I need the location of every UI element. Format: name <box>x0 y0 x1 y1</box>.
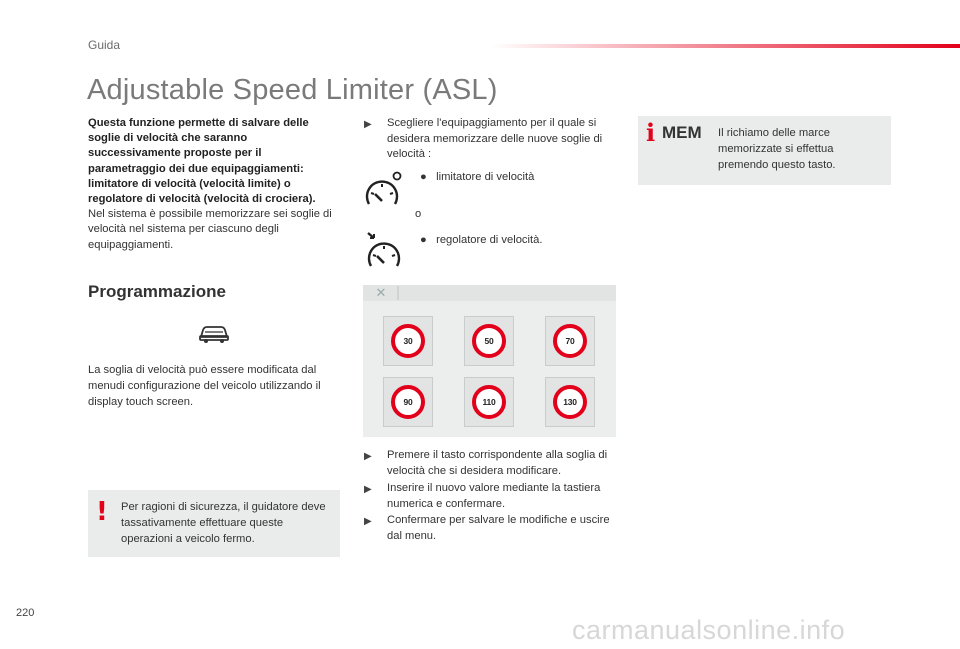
programming-text: La soglia di velocità può essere modificata dal menudi configurazione del veicolo utilizzando il display touch screen. <box>88 364 321 408</box>
arrow-bullet-icon: ▶ <box>364 484 372 495</box>
info-text: Il richiamo delle marce memorizzate si effettua premendo questo tasto. <box>718 127 836 171</box>
step-choose-text: Scegliere l'equipaggiamento per il quale si desidera memorizzare delle nuove soglie di velocità : <box>387 117 603 160</box>
page-number: 220 <box>16 607 35 619</box>
or-text: o <box>415 208 422 220</box>
intro-text: Nel sistema è possibile memorizzare sei soglie di velocità nel sistema per ciascuno degli equipaggiamenti. <box>88 208 332 251</box>
step-press <box>364 448 624 479</box>
step-press-text: Premere il tasto corrispondente alla soglia di velocità che si desidera modificare. <box>387 449 608 477</box>
speed-button-90[interactable] <box>383 377 433 427</box>
step-enter <box>364 481 624 512</box>
speed-sign: 110 <box>472 385 506 419</box>
step-enter-text: Inserire il nuovo valore mediante la tastiera numerica e confermare. <box>387 482 601 510</box>
speed-limiter-icon <box>363 168 407 221</box>
arrow-bullet-icon: ▶ <box>364 119 372 130</box>
watermark: carmanualsonline.info <box>572 615 846 645</box>
speed-button-70[interactable] <box>545 316 595 366</box>
option-cruise-label: regolatore di velocità. <box>436 234 543 246</box>
speed-button-110[interactable] <box>464 377 514 427</box>
speed-sign: 50 <box>472 324 506 358</box>
warning-icon: ! <box>96 497 108 527</box>
speed-sign: 130 <box>553 385 587 419</box>
mem-button-label: MEM <box>662 123 702 142</box>
section-label: Guida <box>88 38 121 52</box>
option-limiter-label: limitatore di velocità <box>436 171 535 183</box>
step-confirm-text: Confermare per salvare le modifiche e uscire dal menu. <box>387 514 610 542</box>
speed-sign: 70 <box>553 324 587 358</box>
speed-button-30[interactable] <box>383 316 433 366</box>
arrow-bullet-icon: ▶ <box>364 516 372 527</box>
close-icon[interactable]: ✕ <box>375 285 387 300</box>
screen-divider <box>397 286 399 300</box>
cruise-control-icon <box>363 230 407 277</box>
section-title-programming: Programmazione <box>88 282 226 301</box>
step-choose <box>364 116 624 163</box>
arrow-bullet-icon: ▶ <box>364 451 372 462</box>
intro-block <box>88 116 340 253</box>
car-settings-icon <box>198 322 230 349</box>
speed-sign: 30 <box>391 324 425 358</box>
step-confirm <box>364 513 624 544</box>
warning-text: Per ragioni di sicurezza, il guidatore deve tassativamente effettuare queste operazioni a veicolo fermo. <box>121 501 326 545</box>
speed-button-50[interactable] <box>464 316 514 366</box>
screen-toolbar <box>363 285 616 301</box>
header-accent-bar <box>490 44 960 48</box>
page-title: Adjustable Speed Limiter (ASL) <box>87 74 498 106</box>
intro-bold-text: Questa funzione permette di salvare delle soglie di velocità che saranno successivamente proposte per il parametraggio dei due equipaggiamenti: limitatore di velocità (velocità limite) o regolatore di velocità (velocità di crociera). <box>88 117 316 206</box>
option-limiter: ● limitatore di velocità <box>420 171 535 183</box>
speed-sign: 90 <box>391 385 425 419</box>
info-icon: i <box>646 118 656 147</box>
option-cruise: ● regolatore di velocità. <box>420 234 543 246</box>
speed-button-130[interactable] <box>545 377 595 427</box>
